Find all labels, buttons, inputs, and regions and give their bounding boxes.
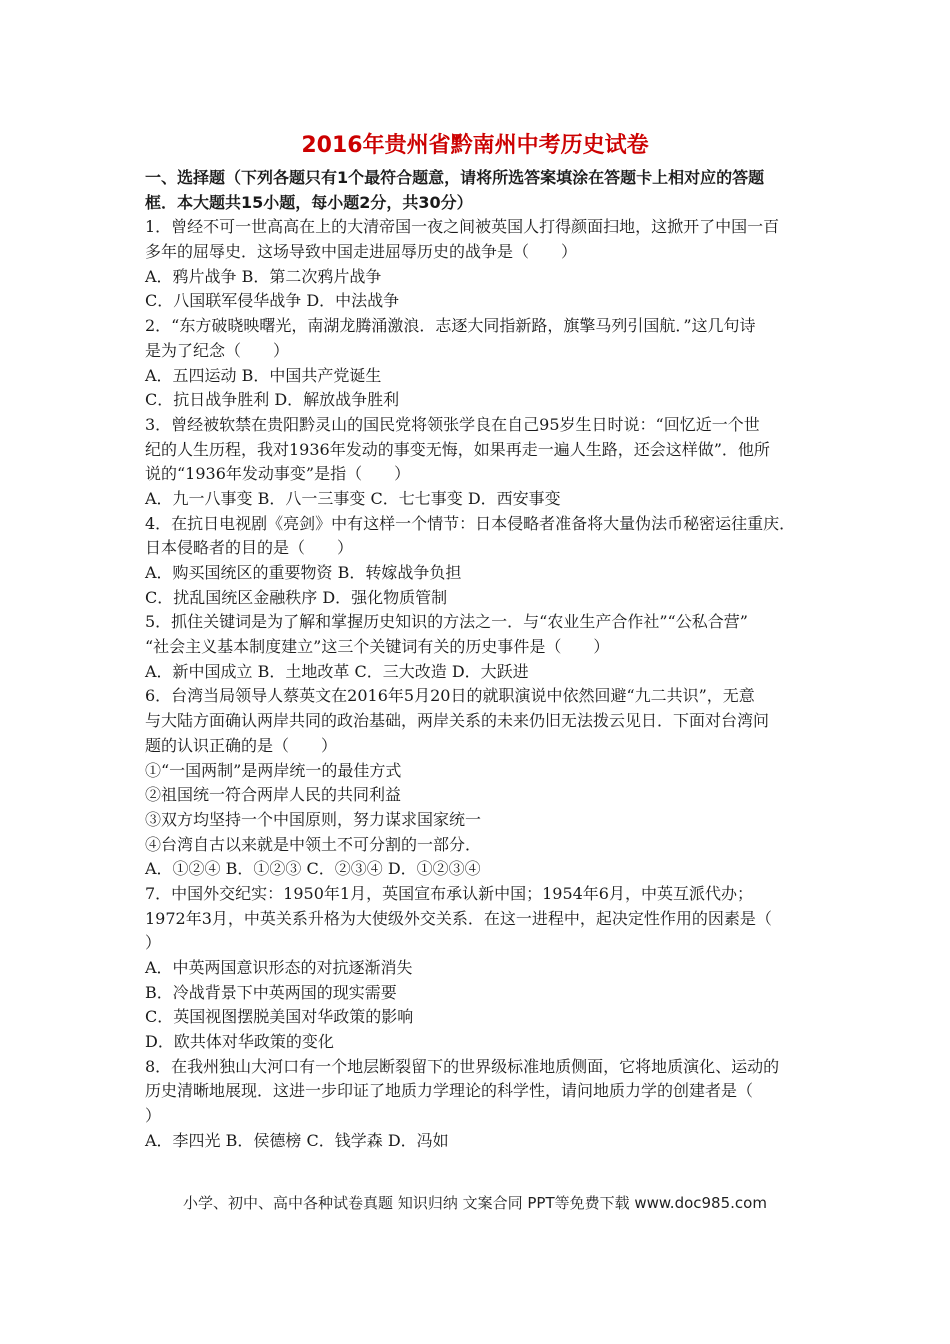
text-line: A．购买国统区的重要物资 B．转嫁战争负担	[145, 563, 462, 582]
text-line: A．九一八事变 B．八一三事变 C．七七事变 D．西安事变	[145, 488, 561, 508]
footer-watermark: 小学、初中、高中各种试卷真题 知识归纳 文案合同 PPT等免费下载 www.doc985.com	[183, 1194, 767, 1212]
text-line: A．李四光 B．侯德榜 C．钱学森 D．冯如	[145, 1130, 449, 1150]
section-heading-line-2: 框．本大题共15小题，每小题2分，共30分）	[145, 192, 473, 212]
text-line: 7．中国外交纪实：1950年1月，英国宣布承认新中国；1954年6月，中英互派代办；	[145, 883, 753, 903]
text-line: 4．在抗日电视剧《亮剑》中有这样一个情节：日本侵略者准备将大量伪法币秘密运往重庆．	[145, 513, 796, 533]
text-line: C．抗日战争胜利 D．解放战争胜利	[145, 390, 400, 410]
text-line: 1972年3月，中英关系升格为大使级外交关系．在这一进程中，起决定性作用的因素是（	[145, 908, 772, 928]
text-line: 纪的人生历程，我对1936年发动的事变无悔，如果再走一遍人生路，还会这样做”．他所	[145, 439, 770, 459]
text-line: 多年的屈辱史．这场导致中国走进屈辱历史的战争是（ ）	[145, 242, 578, 262]
text-line: A．中英两国意识形态的对抗逐渐消失	[145, 958, 413, 977]
text-line: ）	[145, 933, 162, 953]
text-line: 3．曾经被软禁在贵阳黔灵山的国民党将领张学良在自己95岁生日时说：“回忆近一个世	[145, 414, 760, 434]
text-line: C．八国联军侵华战争 D．中法战争	[145, 291, 400, 311]
text-line: “社会主义基本制度建立”这三个关键词有关的历史事件是（ ）	[145, 637, 610, 657]
text-line: 说的“1936年发动事变”是指（ ）	[145, 464, 411, 484]
text-line: 日本侵略者的目的是（ ）	[145, 538, 354, 558]
text-line: A．五四运动 B．中国共产党诞生	[145, 365, 382, 385]
text-line: 是为了纪念（ ）	[145, 340, 290, 360]
text-line: ③双方均坚持一个中国原则，努力谋求国家统一	[145, 809, 482, 829]
text-line: C．英国视图摆脱美国对华政策的影响	[145, 1007, 414, 1027]
text-line: A．新中国成立 B．土地改革 C．三大改造 D．大跃进	[145, 661, 529, 681]
page-title: 2016年贵州省黔南州中考历史试卷	[301, 133, 649, 158]
exam-body	[145, 166, 815, 1154]
text-line: B．冷战背景下中英两国的现实需要	[145, 982, 397, 1002]
text-line: D．欧共体对华政策的变化	[145, 1032, 334, 1052]
question-list	[145, 215, 815, 1153]
text-line: ④台湾自古以来就是中领土不可分割的一部分．	[145, 834, 482, 854]
text-line: A．鸦片战争 B．第二次鸦片战争	[145, 266, 382, 286]
text-line: 与大陆方面确认两岸共同的政治基础，两岸关系的未来仍旧无法拨云见日．下面对台湾问	[145, 711, 770, 731]
text-line: ②祖国统一符合两岸人民的共同利益	[145, 785, 402, 805]
text-line: 6．台湾当局领导人蔡英文在2016年5月20日的就职演说中依然回避“九二共识”，无意	[145, 686, 755, 706]
text-line: 1．曾经不可一世高高在上的大清帝国一夜之间被英国人打得颜面扫地，这掀开了中国一百	[145, 217, 780, 237]
text-line: ①“一国两制”是两岸统一的最佳方式	[145, 760, 402, 780]
text-line: 5．抓住关键词是为了解和掌握历史知识的方法之一．与“农业生产合作社”“公私合营”	[145, 612, 748, 632]
text-line: C．扰乱国统区金融秩序 D．强化物质管制	[145, 587, 448, 607]
text-line: ）	[145, 1106, 162, 1126]
text-line: 历史清晰地展现．这进一步印证了地质力学理论的科学性，请问地质力学的创建者是（	[145, 1081, 754, 1101]
text-line: 8．在我州独山大河口有一个地层断裂留下的世界级标准地质侧面，它将地质演化、运动的	[145, 1056, 780, 1076]
text-line: 题的认识正确的是（ ）	[145, 735, 338, 755]
text-line: A．①②④ B．①②③ C．②③④ D．①②③④	[145, 859, 481, 879]
section-heading-line-1: 一、选择题（下列各题只有1个最符合题意，请将所选答案填涂在答题卡上相对应的答题	[145, 168, 765, 187]
text-line: 2．“东方破晓映曙光，南湖龙腾涌激浪．志逐大同指新路，旗擎马列引国航．”这几句诗	[145, 316, 756, 336]
